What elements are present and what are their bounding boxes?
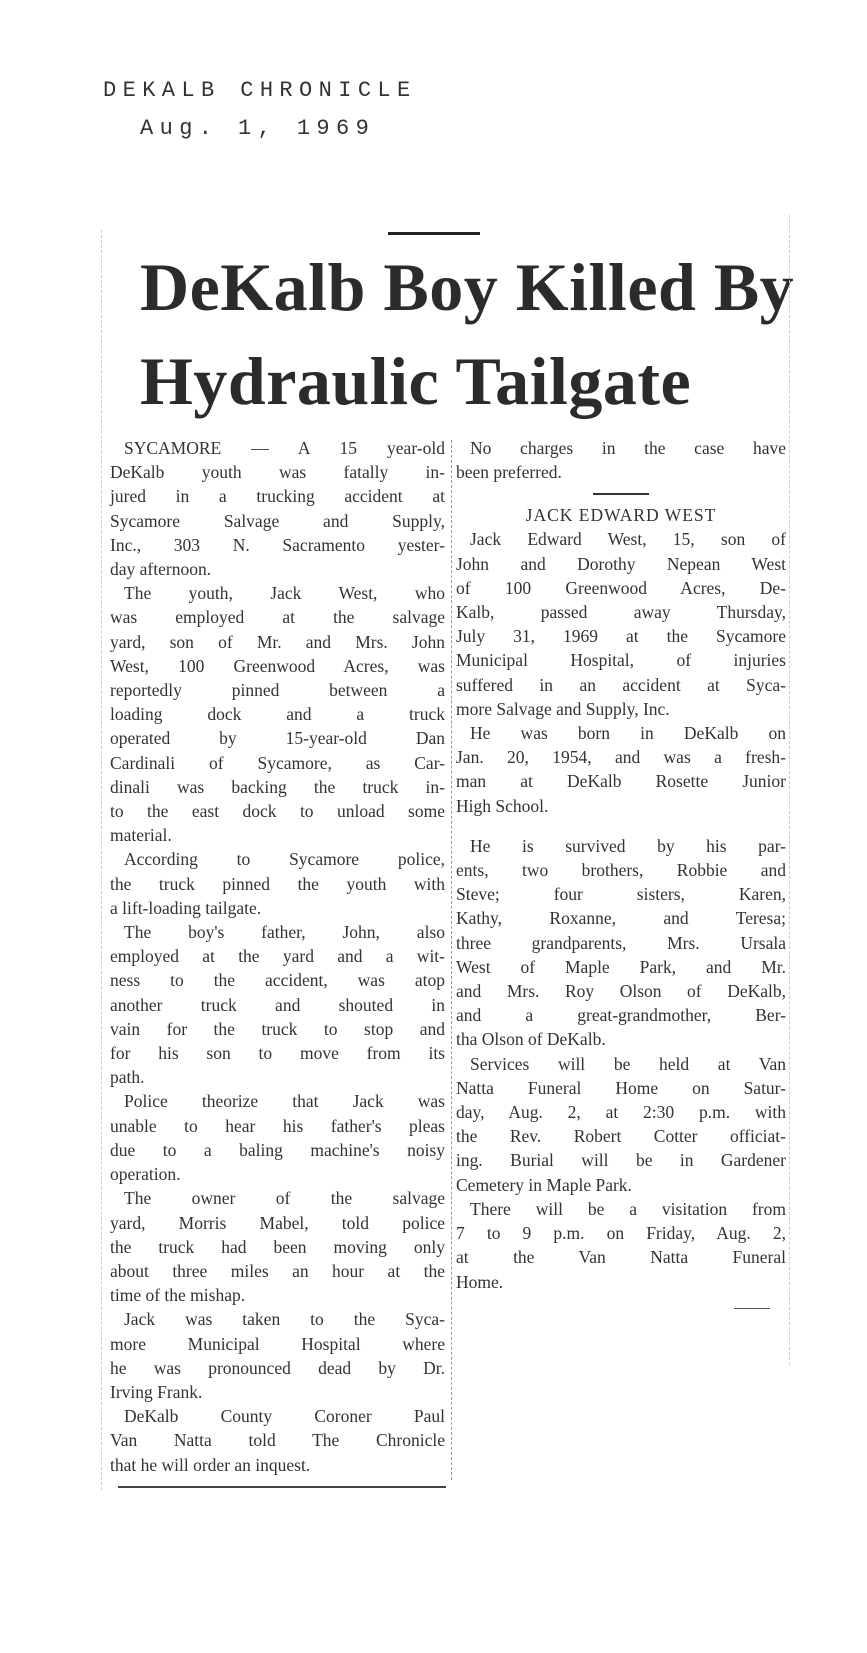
obituary-text-a [456,527,786,817]
text-line: The boy's father, John, also [124,922,445,943]
section-rule [593,493,649,495]
text-line: about three miles an hour at the [110,1260,445,1281]
text-line: Police theorize that Jack was [124,1091,445,1112]
text-line: path. [110,1067,145,1088]
article-column-2 [456,436,786,1309]
text-line: jured in a trucking accident at [110,486,445,507]
text-line: tha Olson of DeKalb. [456,1029,606,1050]
paragraph [456,1197,786,1294]
text-line: unable to hear his father's pleas [110,1115,445,1136]
text-line: Services will be held at Van [470,1053,786,1074]
column-gap [456,818,786,834]
article-body [110,436,445,1477]
text-line: July 31, 1969 at the Sycamore [456,626,786,647]
paragraph [456,527,786,721]
clipping-edge-left [101,230,102,1490]
paragraph [456,834,786,1052]
paragraph [110,1404,445,1477]
publication-date: Aug. 1, 1969 [140,116,376,141]
text-line: due to a baling machine's noisy [110,1139,445,1160]
text-line: High School. [456,795,549,816]
text-line: and Mrs. Roy Olson of DeKalb, [456,981,786,1002]
text-line: Jack Edward West, 15, son of [470,529,786,550]
headline-line-2: Hydraulic Tailgate [140,343,692,419]
text-line: reportedly pinned between a [110,680,445,701]
text-line: Natta Funeral Home on Satur- [456,1077,786,1098]
paragraph [110,1089,445,1186]
obituary-heading: JACK EDWARD WEST [525,505,717,526]
text-line: yard, son of Mr. and Mrs. John [110,631,445,652]
text-line: operated by 15-year-old Dan [110,728,445,749]
text-line: Sycamore Salvage and Supply, [110,510,445,531]
text-line: No charges in the case have [470,438,786,458]
text-line: man at DeKalb Rosette Junior [456,771,786,792]
paragraph [110,436,445,581]
headline-rule [388,232,480,235]
publication-name: DEKALB CHRONICLE [103,78,417,103]
clipping-edge-right [789,215,790,1365]
text-line: was employed at the salvage [110,607,445,628]
headline-line-1: DeKalb Boy Killed By [140,249,795,325]
text-line: employed at the yard and a wit- [110,946,445,967]
text-line: Steve; four sisters, Karen, [456,884,786,905]
text-line: three grandparents, Mrs. Ursala [456,932,786,953]
text-line: West of Maple Park, and Mr. [456,956,786,977]
text-line: John and Dorothy Nepean West [456,553,786,574]
text-line: another truck and shouted in [110,994,445,1015]
text-line: Municipal Hospital, of injuries [456,650,786,671]
text-line: There will be a visitation from [470,1198,786,1219]
text-line: more Salvage and Supply, Inc. [456,698,670,719]
text-line: loading dock and a truck [110,704,445,725]
text-line: suffered in an accident at Syca- [456,674,786,695]
paragraph [110,920,445,1089]
text-line: Irving Frank. [110,1381,203,1402]
text-line: DeKalb County Coroner Paul [124,1406,445,1427]
text-line: that he will order an inquest. [110,1454,311,1475]
text-line: Kathy, Roxanne, and Teresa; [456,908,786,929]
paragraph [456,1052,786,1197]
text-line: ness to the accident, was atop [110,970,445,991]
column-bottom-rule [118,1486,446,1488]
text-line: SYCAMORE — A 15 year-old [124,438,445,458]
text-line: ents, two brothers, Robbie and [456,860,786,881]
text-line: DeKalb youth was fatally in- [110,462,445,483]
text-line: been preferred. [456,462,562,483]
text-line: According to Sycamore police, [124,849,445,870]
column-separator [451,440,452,1480]
text-line: He is survived by his par- [470,835,786,856]
text-line: a lift-loading tailgate. [110,897,262,918]
text-line: the truck pinned the youth with [110,873,445,894]
text-line: operation. [110,1164,181,1185]
text-line: The owner of the salvage [124,1188,445,1209]
text-line: West, 100 Greenwood Acres, was [110,655,445,676]
paragraph [110,581,445,847]
text-line: Kalb, passed away Thursday, [456,602,786,623]
text-line: for his son to move from its [110,1043,445,1064]
paragraph [110,847,445,920]
text-line: day, Aug. 2, at 2:30 p.m. with [456,1102,786,1123]
text-line: yard, Morris Mabel, told police [110,1212,445,1233]
text-line: Van Natta told The Chronicle [110,1430,445,1451]
text-line: Jack was taken to the Syca- [124,1309,445,1330]
text-line: the truck had been moving only [110,1236,445,1257]
article-conclusion [456,436,786,484]
text-line: He was born in DeKalb on [470,723,786,744]
text-line: dinali was backing the truck in- [110,776,445,797]
text-line: Cemetery in Maple Park. [456,1174,632,1195]
text-line: ing. Burial will be in Gardener [456,1150,786,1171]
text-line: 7 to 9 p.m. on Friday, Aug. 2, [456,1223,786,1244]
text-line: the Rev. Robert Cotter officiat- [456,1126,786,1147]
paragraph [456,721,786,818]
text-line: time of the mishap. [110,1285,246,1306]
text-line: of 100 Greenwood Acres, De- [456,577,786,598]
text-line: to the east dock to unload some [110,801,445,822]
text-line: Jan. 20, 1954, and was a fresh- [456,747,786,768]
text-line: day afternoon. [110,559,212,580]
text-line: at the Van Natta Funeral [456,1247,786,1268]
paragraph [110,1186,445,1307]
text-line: The youth, Jack West, who [124,583,445,604]
text-line: material. [110,825,172,846]
obituary-text-b [456,834,786,1294]
end-rule [734,1308,770,1309]
article-column-1 [110,436,445,1477]
paragraph [110,1307,445,1404]
text-line: he was pronounced dead by Dr. [110,1357,445,1378]
text-line: Home. [456,1271,504,1292]
text-line: vain for the truck to stop and [110,1018,445,1039]
text-line: more Municipal Hospital where [110,1333,445,1354]
text-line: and a great-grandmother, Ber- [456,1005,786,1026]
paragraph [456,436,786,484]
text-line: Inc., 303 N. Sacramento yester- [110,534,445,555]
text-line: Cardinali of Sycamore, as Car- [110,752,445,773]
